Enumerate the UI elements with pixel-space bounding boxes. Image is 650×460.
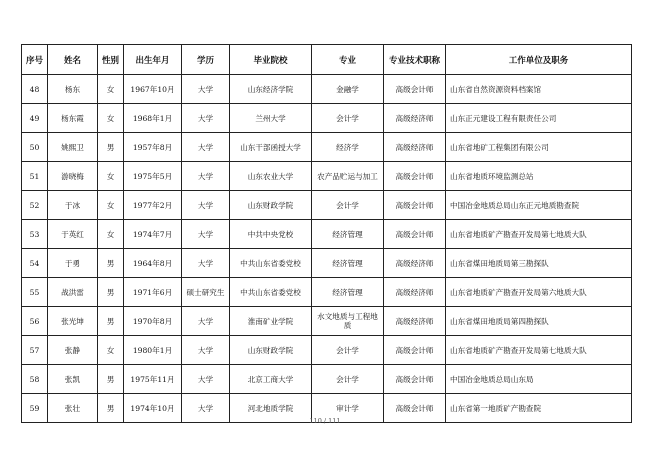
cell-gender: 男	[98, 133, 124, 162]
cell-name: 张壮	[48, 394, 98, 423]
table-row	[22, 365, 632, 394]
cell-school: 中共山东省委党校	[230, 249, 312, 278]
cell-education: 大学	[182, 75, 230, 104]
cell-birth: 1974年10月	[124, 394, 182, 423]
cell-school: 中共山东省委党校	[230, 278, 312, 307]
cell-gender: 男	[98, 249, 124, 278]
cell-school: 山东财政学院	[230, 191, 312, 220]
cell-name: 于冰	[48, 191, 98, 220]
cell-education: 大学	[182, 394, 230, 423]
cell-education: 大学	[182, 191, 230, 220]
cell-education: 大学	[182, 162, 230, 191]
cell-education: 大学	[182, 249, 230, 278]
cell-gender: 男	[98, 394, 124, 423]
cell-title: 高级会计师	[384, 394, 446, 423]
cell-gender: 男	[98, 307, 124, 336]
cell-school: 淮南矿业学院	[230, 307, 312, 336]
cell-major: 审计学	[312, 394, 384, 423]
cell-employer: 山东省地质环境监测总站	[446, 162, 632, 191]
table-row	[22, 307, 632, 336]
cell-title: 高级经济师	[384, 278, 446, 307]
cell-index: 55	[22, 278, 48, 307]
cell-title: 高级会计师	[384, 365, 446, 394]
cell-birth: 1974年7月	[124, 220, 182, 249]
table-row	[22, 249, 632, 278]
table-header-row	[22, 45, 632, 75]
cell-index: 52	[22, 191, 48, 220]
cell-major: 会计学	[312, 104, 384, 133]
cell-index: 56	[22, 307, 48, 336]
cell-education: 大学	[182, 307, 230, 336]
table-row	[22, 104, 632, 133]
cell-title: 高级经济师	[384, 104, 446, 133]
cell-school: 山东农业大学	[230, 162, 312, 191]
table-row	[22, 336, 632, 365]
cell-major: 经济管理	[312, 249, 384, 278]
cell-index: 50	[22, 133, 48, 162]
cell-index: 57	[22, 336, 48, 365]
page-number: 110 / 111	[309, 417, 341, 425]
cell-index: 54	[22, 249, 48, 278]
cell-name: 杨东霞	[48, 104, 98, 133]
cell-education: 大学	[182, 133, 230, 162]
cell-index: 59	[22, 394, 48, 423]
cell-employer: 山东省地质矿产勘查开发局第六地质大队	[446, 278, 632, 307]
cell-gender: 女	[98, 162, 124, 191]
cell-title: 高级会计师	[384, 191, 446, 220]
col-header-name: 姓名	[48, 45, 98, 75]
col-header-education: 学历	[182, 45, 230, 75]
cell-major: 经济学	[312, 133, 384, 162]
col-header-employer: 工作单位及职务	[446, 45, 632, 75]
cell-index: 48	[22, 75, 48, 104]
cell-name: 战洪雷	[48, 278, 98, 307]
cell-employer: 中国冶金地质总局山东局	[446, 365, 632, 394]
cell-major: 会计学	[312, 336, 384, 365]
cell-major: 经济管理	[312, 220, 384, 249]
col-header-school: 毕业院校	[230, 45, 312, 75]
cell-name: 于英红	[48, 220, 98, 249]
cell-employer: 山东省煤田地质局第四勘探队	[446, 307, 632, 336]
cell-education: 硕士研究生	[182, 278, 230, 307]
cell-title: 高级会计师	[384, 162, 446, 191]
cell-index: 58	[22, 365, 48, 394]
cell-birth: 1975年11月	[124, 365, 182, 394]
cell-school: 山东财政学院	[230, 336, 312, 365]
cell-gender: 女	[98, 220, 124, 249]
cell-gender: 男	[98, 278, 124, 307]
cell-gender: 男	[98, 365, 124, 394]
cell-title: 高级经济师	[384, 133, 446, 162]
cell-title: 高级会计师	[384, 336, 446, 365]
cell-school: 河北地质学院	[230, 394, 312, 423]
col-header-index: 序号	[22, 45, 48, 75]
cell-name: 游晓梅	[48, 162, 98, 191]
table-row	[22, 191, 632, 220]
cell-employer: 山东省第一地质矿产勘查院	[446, 394, 632, 423]
cell-major: 水文地质与工程地质	[312, 307, 384, 336]
cell-birth: 1957年8月	[124, 133, 182, 162]
cell-employer: 中国冶金地质总局山东正元地质勘查院	[446, 191, 632, 220]
cell-gender: 女	[98, 75, 124, 104]
cell-name: 张静	[48, 336, 98, 365]
table-row	[22, 133, 632, 162]
cell-major: 经济管理	[312, 278, 384, 307]
cell-employer: 山东省地质矿产勘查开发局第七地质大队	[446, 336, 632, 365]
cell-major: 会计学	[312, 365, 384, 394]
cell-name: 张光坤	[48, 307, 98, 336]
staff-table	[21, 44, 632, 423]
cell-education: 大学	[182, 104, 230, 133]
cell-employer: 山东省煤田地质局第三勘探队	[446, 249, 632, 278]
cell-major: 会计学	[312, 191, 384, 220]
col-header-gender: 性别	[98, 45, 124, 75]
cell-gender: 女	[98, 336, 124, 365]
cell-school: 兰州大学	[230, 104, 312, 133]
cell-index: 51	[22, 162, 48, 191]
cell-birth: 1970年8月	[124, 307, 182, 336]
cell-employer: 山东省地质矿产勘查开发局第七地质大队	[446, 220, 632, 249]
col-header-major: 专业	[312, 45, 384, 75]
cell-education: 大学	[182, 336, 230, 365]
cell-birth: 1967年10月	[124, 75, 182, 104]
cell-employer: 山东省地矿工程集团有限公司	[446, 133, 632, 162]
cell-gender: 女	[98, 104, 124, 133]
cell-school: 山东干部函授大学	[230, 133, 312, 162]
cell-index: 53	[22, 220, 48, 249]
cell-title: 高级经济师	[384, 307, 446, 336]
cell-birth: 1977年2月	[124, 191, 182, 220]
cell-title: 高级经济师	[384, 249, 446, 278]
cell-gender: 女	[98, 191, 124, 220]
table-row	[22, 278, 632, 307]
cell-birth: 1968年1月	[124, 104, 182, 133]
cell-name: 张凯	[48, 365, 98, 394]
cell-school: 中共中央党校	[230, 220, 312, 249]
cell-birth: 1975年5月	[124, 162, 182, 191]
cell-major: 农产品贮运与加工	[312, 162, 384, 191]
cell-employer: 山东正元建设工程有限责任公司	[446, 104, 632, 133]
col-header-birth: 出生年月	[124, 45, 182, 75]
cell-index: 49	[22, 104, 48, 133]
cell-major: 金融学	[312, 75, 384, 104]
cell-title: 高级会计师	[384, 220, 446, 249]
table-row	[22, 75, 632, 104]
cell-education: 大学	[182, 220, 230, 249]
cell-birth: 1971年6月	[124, 278, 182, 307]
table-row	[22, 162, 632, 191]
cell-name: 杨东	[48, 75, 98, 104]
cell-birth: 1980年1月	[124, 336, 182, 365]
cell-school: 山东经济学院	[230, 75, 312, 104]
cell-employer: 山东省自然资源资料档案馆	[446, 75, 632, 104]
cell-birth: 1964年8月	[124, 249, 182, 278]
cell-school: 北京工商大学	[230, 365, 312, 394]
col-header-title: 专业技术职称	[384, 45, 446, 75]
table-row	[22, 220, 632, 249]
cell-name: 于勇	[48, 249, 98, 278]
cell-title: 高级会计师	[384, 75, 446, 104]
cell-name: 姚熙卫	[48, 133, 98, 162]
cell-education: 大学	[182, 365, 230, 394]
